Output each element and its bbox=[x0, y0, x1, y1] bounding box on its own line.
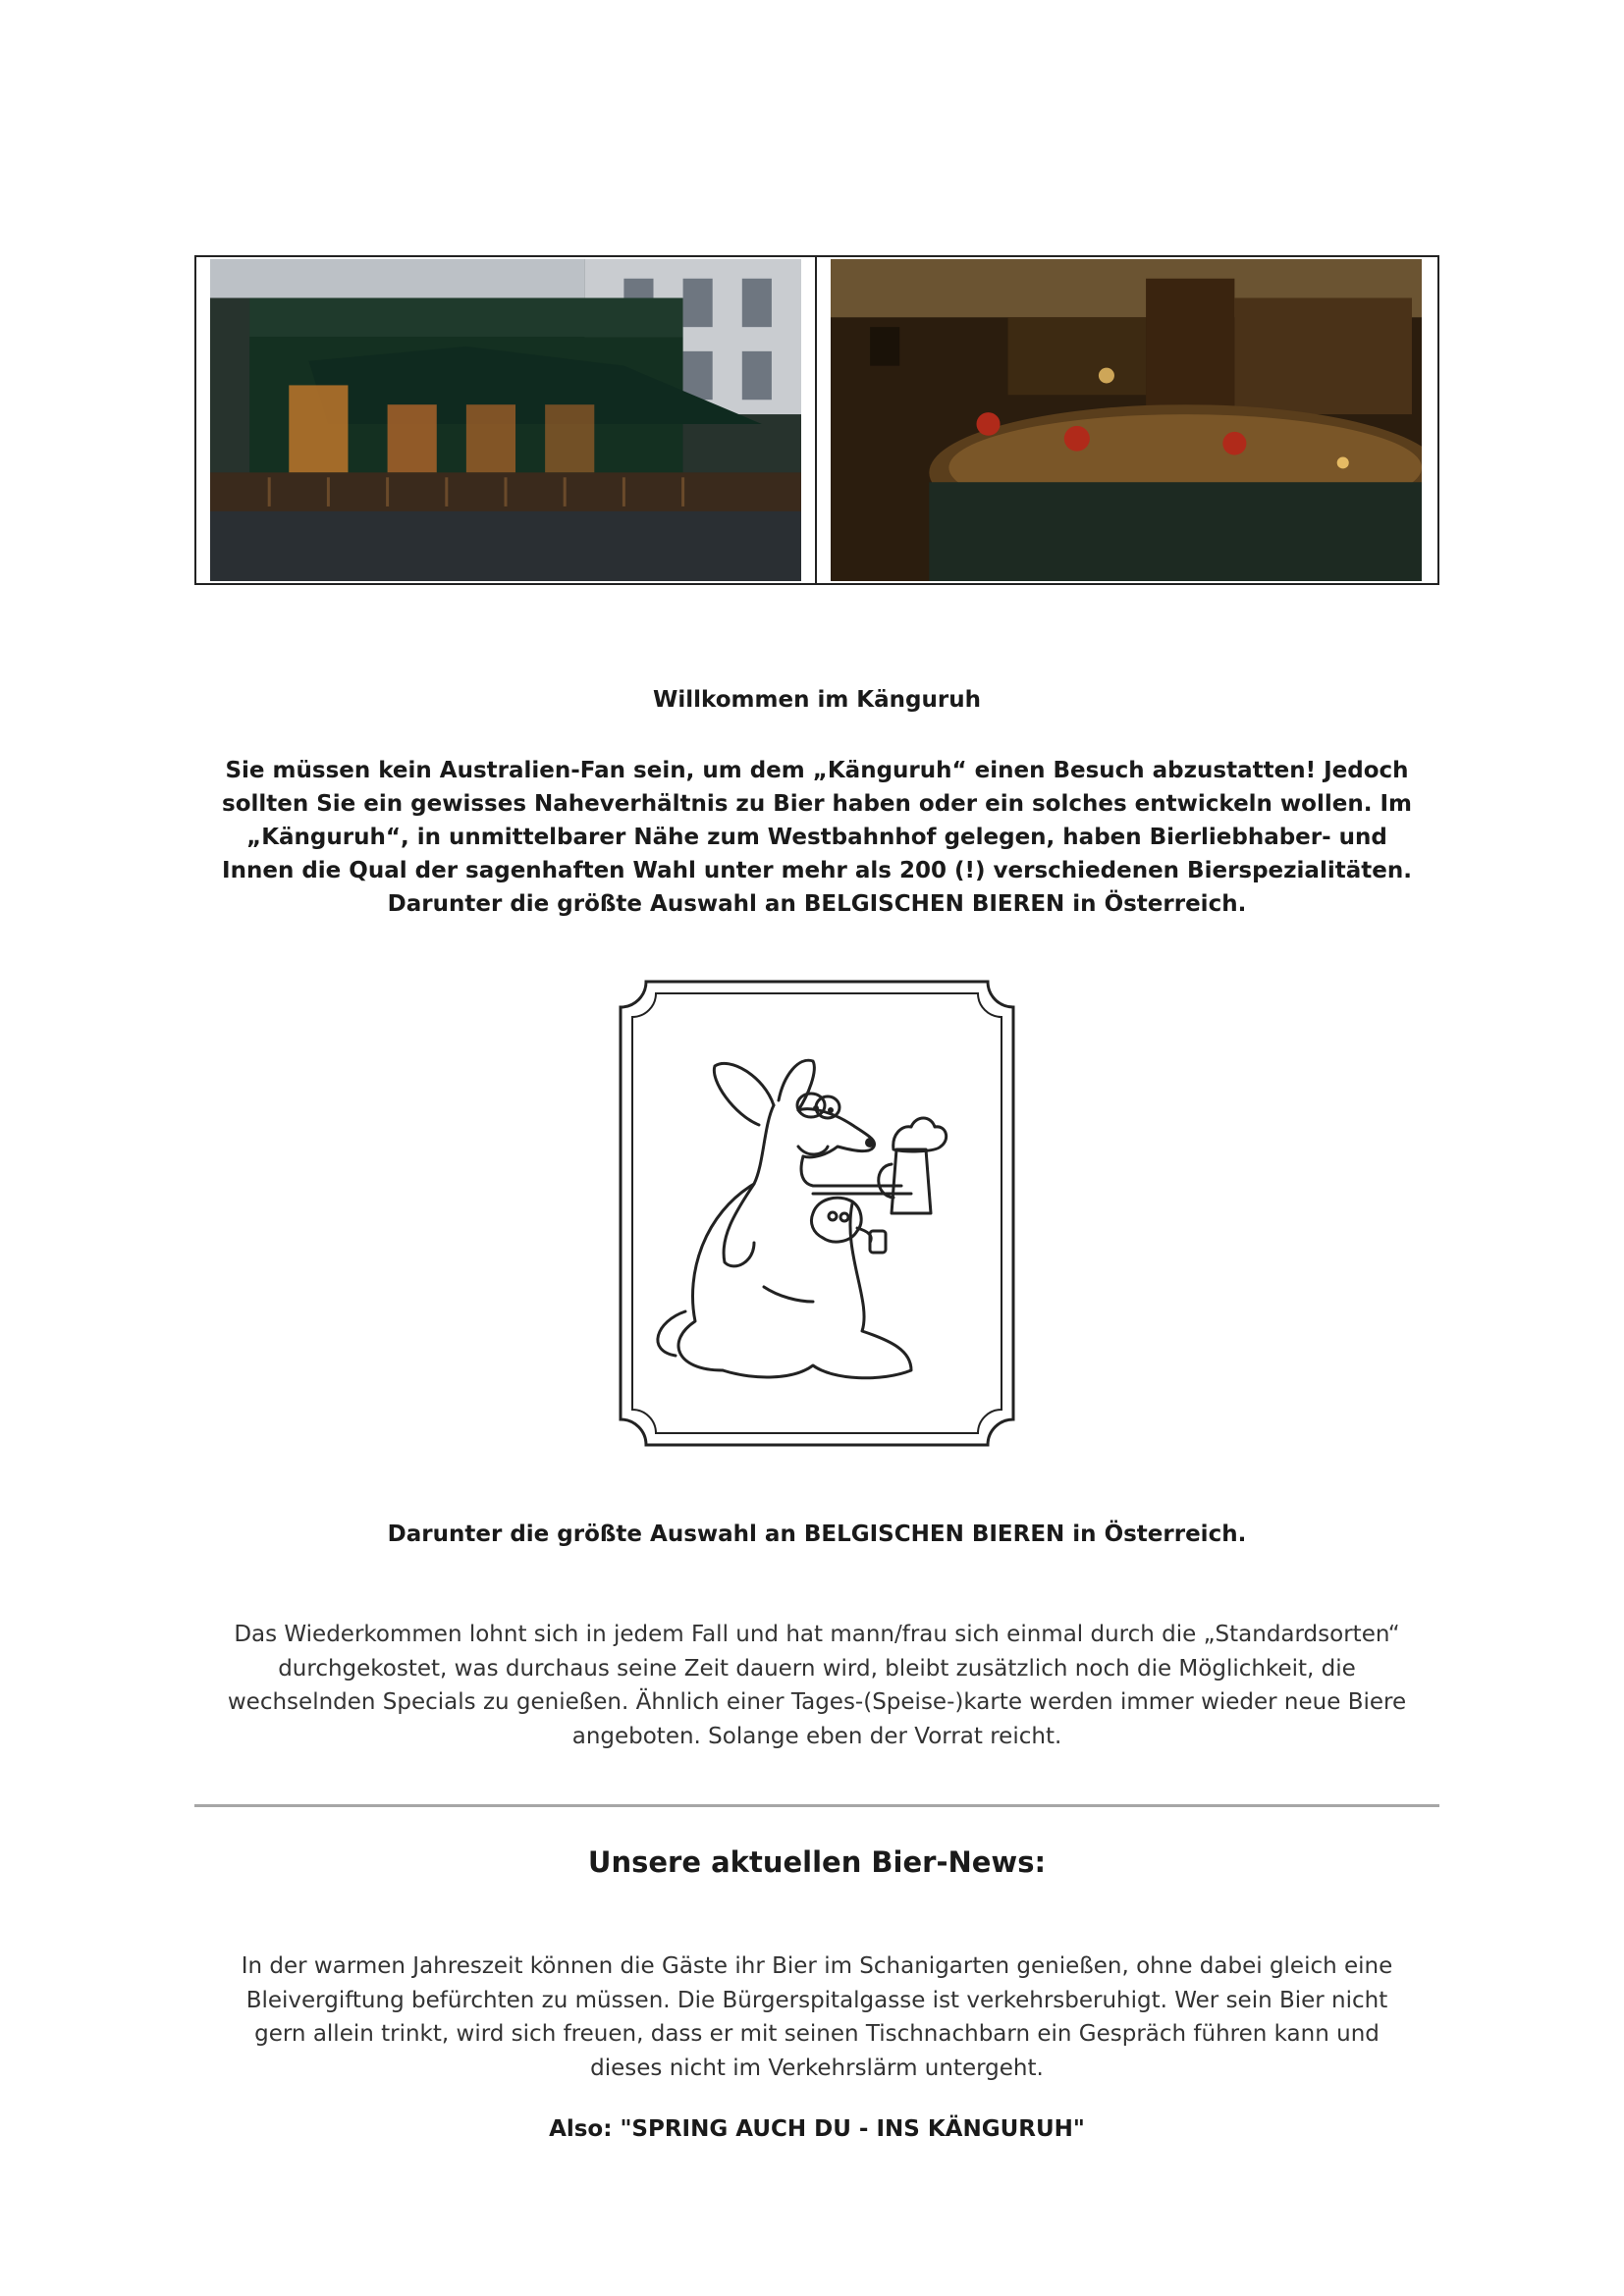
intro-line: Innen die Qual der sagenhaften Wahl unter mehr als 200 (!) verschiedenen Bierspezialitäten. bbox=[222, 858, 1412, 883]
slogan: Also: "SPRING AUCH DU - INS KÄNGURUH" bbox=[549, 2116, 1085, 2142]
news-line: Bleivergiftung befürchten zu müssen. Die Bürgerspitalgasse ist verkehrsberuhigt. Wer sein Bier nicht bbox=[245, 1987, 1388, 2013]
news-line: gern allein trinkt, wird sich freuen, dass er mit seinen Tischnachbarn ein Gespräch führen kann und bbox=[254, 2021, 1380, 2047]
kangaroo-with-beer-mug-icon bbox=[617, 978, 1017, 1449]
revisit-line: Das Wiederkommen lohnt sich in jedem Fall und hat mann/frau sich einmal durch die „Standardsorten“ bbox=[234, 1622, 1400, 1647]
revisit-paragraph bbox=[194, 1618, 1439, 1753]
revisit-line: angeboten. Solange eben der Vorrat reicht. bbox=[571, 1723, 1062, 1749]
belgian-beer-note: Darunter die größte Auswahl an BELGISCHEN BIEREN in Österreich. bbox=[387, 1522, 1247, 1547]
welcome-title: Willkommen im Känguruh bbox=[653, 687, 981, 713]
intro-line: Darunter die größte Auswahl an BELGISCHEN BIEREN in Österreich. bbox=[387, 891, 1247, 917]
intro-line: sollten Sie ein gewisses Naheverhältnis zu Bier haben oder ein solches entwickeln wollen. Im bbox=[222, 791, 1412, 817]
pub-exterior-photo bbox=[210, 259, 801, 581]
intro-paragraph bbox=[194, 754, 1439, 921]
news-paragraph bbox=[194, 1949, 1439, 2085]
revisit-line: durchgekostet, was durchaus seine Zeit dauern wird, bleibt zusätzlich noch die Möglichkeit, die bbox=[278, 1655, 1356, 1682]
news-heading: Unsere aktuellen Bier-News: bbox=[587, 1845, 1047, 1879]
section-divider bbox=[194, 1804, 1439, 1807]
intro-line: Sie müssen kein Australien-Fan sein, um dem „Känguruh“ einen Besuch abzustatten! Jedoch bbox=[225, 758, 1409, 783]
photo-cell-exterior bbox=[196, 257, 817, 583]
news-line: In der warmen Jahreszeit können die Gäste ihr Bier im Schanigarten genießen, ohne dabei gleich eine bbox=[241, 1953, 1393, 1979]
pub-interior-photo bbox=[831, 259, 1422, 581]
intro-line: „Känguruh“, in unmittelbarer Nähe zum Westbahnhof gelegen, haben Bierliebhaber- und bbox=[246, 825, 1387, 850]
photo-table bbox=[194, 255, 1439, 585]
news-line: dieses nicht im Verkehrslärm untergeht. bbox=[590, 2055, 1044, 2081]
photo-cell-interior bbox=[817, 257, 1437, 583]
revisit-line: wechselnden Specials zu genießen. Ähnlich einer Tages-(Speise-)karte werden immer wieder neue Biere bbox=[227, 1689, 1407, 1715]
